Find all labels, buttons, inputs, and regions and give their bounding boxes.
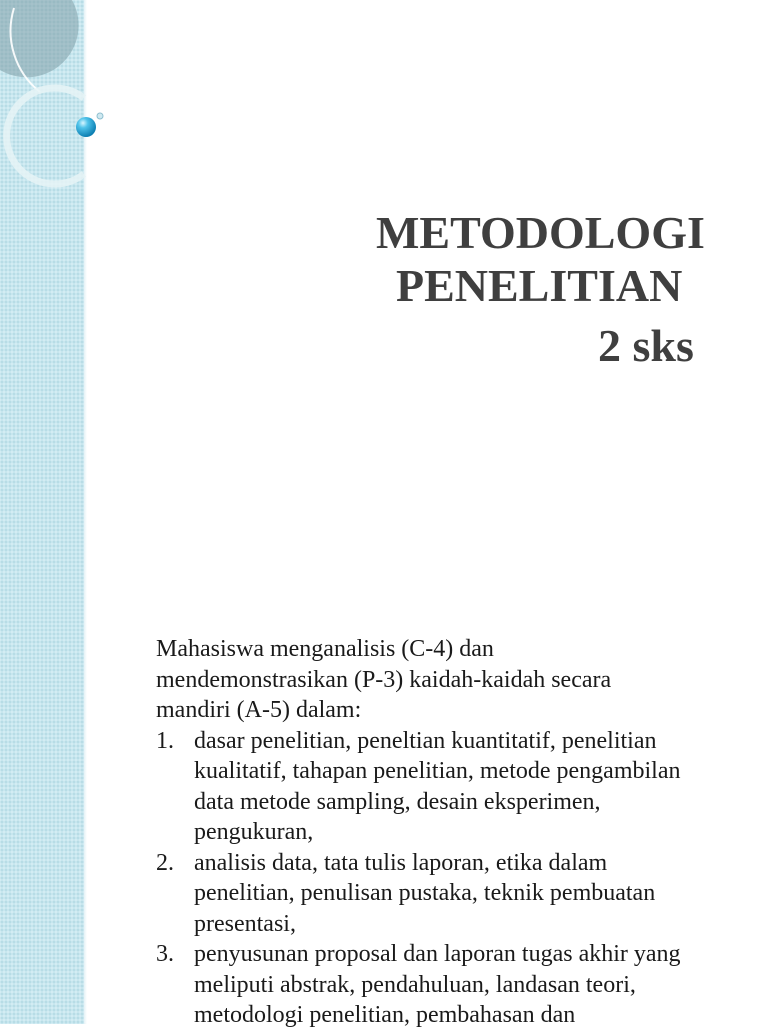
list-item-line: dasar penelitian, peneltian kuantitatif, penelitian <box>194 727 657 754</box>
list-item <box>156 848 756 940</box>
decorative-circles <box>0 0 130 200</box>
bottom-ring-arc <box>7 88 84 184</box>
list-item-line: meliputi abstrak, pendahuluan, landasan teori, <box>194 971 636 998</box>
intro-line: mandiri (A-5) dalam: <box>156 697 362 723</box>
intro-line: mendemonstrasikan (P-3) kaidah-kaidah secara <box>156 666 612 693</box>
title-line-2: PENELITIAN <box>396 260 683 311</box>
list-item-line: metodologi penelitian, pembahasan dan <box>194 1002 576 1028</box>
list-item-number: 3. <box>156 941 174 967</box>
list-item-line: penyusunan proposal dan laporan tugas akhir yang <box>194 941 681 967</box>
list-item <box>156 939 756 1031</box>
title-line-1: METODOLOGI <box>376 207 705 258</box>
list-item-line: presentasi, <box>194 910 296 937</box>
slide-body <box>156 634 756 1031</box>
list-item-line: data metode sampling, desain eksperimen, <box>194 788 601 815</box>
blue-ball-icon <box>76 117 96 137</box>
intro-line: Mahasiswa menganalisis (C-4) dan <box>156 636 494 662</box>
intro-paragraph <box>156 634 756 726</box>
list-item-number: 1. <box>156 727 174 754</box>
list-item-line: pengukuran, <box>194 819 314 845</box>
list-item-line: penelitian, penulisan pustaka, teknik pembuatan <box>194 880 656 906</box>
list-item-line: analisis data, tata tulis laporan, etika dalam <box>194 849 608 876</box>
list-item <box>156 726 756 848</box>
title-line-credits: 2 sks <box>598 320 694 371</box>
slide-title <box>300 206 768 372</box>
small-dot-icon <box>97 113 103 119</box>
list-item-number: 2. <box>156 849 174 876</box>
list-item-line: kualitatif, tahapan penelitian, metode pengambilan <box>194 758 681 784</box>
